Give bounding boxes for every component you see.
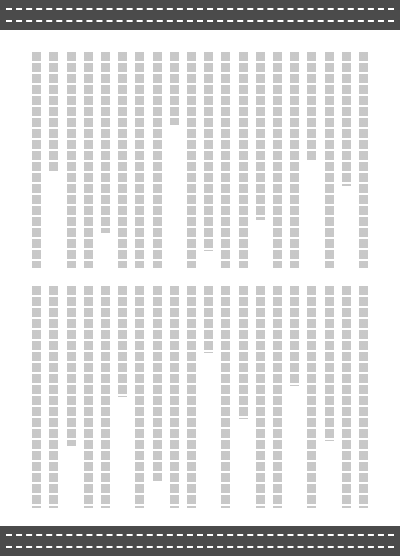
text-column bbox=[32, 286, 41, 508]
text-column bbox=[239, 52, 248, 268]
text-column bbox=[153, 52, 162, 268]
bottom-stitched-border bbox=[0, 526, 400, 556]
stitch-line bbox=[6, 546, 394, 548]
text-column bbox=[325, 52, 334, 268]
text-column bbox=[290, 52, 299, 268]
text-column bbox=[84, 286, 93, 508]
stitch-line bbox=[6, 8, 394, 10]
text-column bbox=[170, 286, 179, 508]
stitch-line bbox=[6, 534, 394, 536]
text-column bbox=[135, 52, 144, 268]
text-column bbox=[359, 286, 368, 508]
text-column bbox=[135, 286, 144, 508]
text-column bbox=[273, 286, 282, 508]
text-column bbox=[307, 52, 316, 160]
text-column bbox=[187, 52, 196, 268]
text-column bbox=[359, 52, 368, 268]
top-stitched-border bbox=[0, 0, 400, 30]
text-column bbox=[325, 286, 334, 441]
text-column bbox=[32, 52, 41, 268]
text-column bbox=[290, 286, 299, 386]
upper-text-block bbox=[28, 52, 372, 268]
text-column bbox=[256, 52, 265, 220]
text-column bbox=[170, 52, 179, 125]
book-page bbox=[0, 30, 400, 526]
text-column bbox=[67, 286, 76, 446]
text-column bbox=[101, 286, 110, 508]
text-column bbox=[307, 286, 316, 508]
text-column bbox=[49, 52, 58, 173]
text-column bbox=[84, 52, 93, 268]
text-column bbox=[67, 52, 76, 268]
text-column bbox=[49, 286, 58, 508]
text-column bbox=[204, 286, 213, 353]
text-column bbox=[239, 286, 248, 419]
text-column bbox=[256, 286, 265, 508]
text-column bbox=[118, 52, 127, 268]
text-column bbox=[273, 52, 282, 268]
text-column bbox=[118, 286, 127, 397]
text-column bbox=[342, 52, 351, 186]
text-column bbox=[221, 52, 230, 268]
text-column bbox=[153, 286, 162, 481]
text-column bbox=[187, 286, 196, 508]
text-column bbox=[342, 286, 351, 508]
text-column bbox=[101, 52, 110, 233]
text-column bbox=[221, 286, 230, 508]
text-column bbox=[204, 52, 213, 251]
lower-text-block bbox=[28, 286, 372, 508]
stitch-line bbox=[6, 20, 394, 22]
